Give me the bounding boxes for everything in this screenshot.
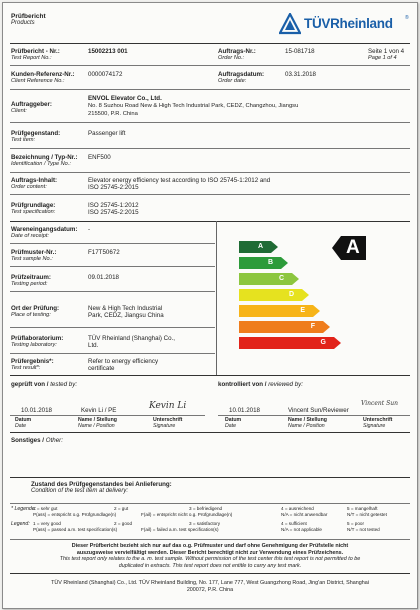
result-value-line2: certificate: [88, 365, 115, 372]
test-report-page: [2, 2, 418, 609]
disclaimer: [10, 543, 410, 569]
logo-registered-mark: ®: [405, 15, 409, 21]
test-item-label-en: Test item:: [11, 137, 36, 143]
client-label-de: Auftraggeber:: [11, 101, 52, 108]
footer-line1: TÜV Rheinland (Shanghai) Co., Ltd. TÜV Rheinland Building, No. 177, Lane 777, West Guangzhong Road, Jing'an District, Shanghai: [51, 580, 369, 586]
place-value-line2: Park, CEDZ, Jiangsu China: [88, 312, 164, 319]
report-no-label-en: Test Report No.:: [11, 55, 52, 61]
col-name-de-right: Name / Stellung: [288, 417, 327, 423]
sample-label-en: Test sample No.:: [11, 256, 53, 262]
order-no-label-en: Order No.:: [218, 55, 245, 61]
legend-block: [11, 506, 409, 538]
col-name-de-left: Name / Stellung: [78, 417, 117, 423]
legend-en-grade-3: 4 = sufficient: [281, 521, 307, 526]
reviewed-date: 10.01.2018: [229, 407, 260, 414]
order-date-label-de: Auftragsdatum:: [218, 71, 265, 78]
legend-de-result-2: N/A = nicht anwendbar: [281, 512, 328, 517]
reviewed-by-de: kontrolliert von /: [218, 381, 267, 388]
tested-by-de: geprüft von /: [11, 381, 49, 388]
disclaimer-de-line2: auszugsweise vervielfältigt werden. Dieser Bericht berechtigt nicht zur Verwendung eines Prüfzeichens.: [76, 549, 344, 556]
report-no-label-de: Prüfbericht - Nr.:: [11, 48, 60, 55]
client-name: ENVOL Elevator Co., Ltd.: [88, 95, 162, 102]
reviewed-by-en: reviewed by:: [268, 381, 303, 388]
result-value-line1: Refer to energy efficiency: [88, 358, 159, 365]
lab-label-en: Testing laboratory:: [11, 342, 57, 348]
report-no-value: 15002213 001: [88, 48, 128, 55]
reviewed-name: Vincent Sun/Reviewer: [288, 407, 349, 414]
receipt-value: -: [88, 226, 91, 233]
period-label-en: Testing period:: [11, 281, 48, 287]
legend-de-result-0: P(ass) = entspricht o.g. Prüfgrundlage(n): [33, 512, 117, 517]
col-sig-en-right: Signature: [363, 423, 386, 429]
legend-en-grade-1: 2 = good: [114, 521, 133, 526]
condition-label-de: Zustand des Prüfgegenstandes bei Anlieferung:: [31, 481, 172, 488]
legend-en-grade-4: 5 = poor: [347, 521, 364, 526]
order-date-label-en: Order date:: [218, 78, 247, 84]
legend-en-result-2: N/A = not applicable: [281, 527, 322, 532]
disclaimer-en-line1: This test report only relates to the a. m. test sample. Without permission of the test center this test report is not permitted to be: [59, 556, 361, 563]
energy-class-e-bar: [239, 305, 320, 317]
order-no-value: 15-081718: [285, 48, 315, 55]
order-content-value-line1: Elevator energy efficiency test according to ISO 25745-1:2012 and: [88, 177, 271, 184]
energy-class-a-bar: [239, 241, 278, 253]
client-ref-label-de: Kunden-Referenz-Nr.:: [11, 71, 75, 78]
reviewed-signature: Vincent Sun: [361, 400, 398, 407]
test-spec-label-en: Test specification:: [11, 209, 56, 215]
energy-class-d-letter: D: [288, 291, 294, 298]
client-address-line1: No. 8 Suzhou Road New & High Tech Industrial Park, CEDZ, Changzhou, Jiangsu: [88, 103, 299, 109]
disclaimer-en-line2: duplicated in extracts. This test report does not entitle to carry any test mark.: [118, 562, 302, 569]
legend-de-grade-2: 3 = befriedigend: [189, 506, 223, 511]
col-date-en-left: Date: [15, 423, 26, 429]
legend-en-result-0: P(ass) = passed a.m. test specification(s): [33, 527, 118, 532]
legend-de-grade-0: 1 = sehr gut: [33, 506, 58, 511]
col-sig-de-right: Unterschrift: [363, 417, 393, 423]
tuv-triangle-icon: [279, 13, 301, 35]
col-sig-de-left: Unterschrift: [153, 417, 183, 423]
legend-en-result-1: F(ail) = failed a.m. test specification(s): [141, 527, 219, 532]
order-date-value: 03.31.2018: [285, 71, 316, 78]
legend-en-grade-0: 1 = very good: [33, 521, 61, 526]
receipt-label-en: Date of receipt:: [11, 233, 49, 239]
col-name-en-left: Name / Position: [78, 423, 115, 429]
lab-label-de: Prüflaboratorium:: [11, 335, 64, 342]
legend-de-grade-3: 4 = ausreichend: [281, 506, 314, 511]
doc-type-de: Prüfbericht: [11, 13, 46, 20]
result-label-de: Prüfergebnis*:: [11, 358, 54, 365]
energy-class-g-letter: G: [320, 339, 326, 346]
tuv-logo: [279, 11, 411, 37]
energy-class-b-bar: [239, 257, 288, 269]
lab-value-line1: TÜV Rheinland (Shanghai) Co.,: [88, 335, 176, 342]
other-label: [11, 437, 63, 444]
energy-class-b-letter: B: [267, 259, 273, 266]
place-label-de: Ort der Prüfung:: [11, 305, 60, 312]
energy-class-a-letter: A: [257, 243, 263, 250]
page-number-en: Page 1 of 4: [368, 55, 397, 61]
logo-text: TÜVRheinland: [304, 16, 393, 31]
order-no-label-de: Auftrags-Nr.:: [218, 48, 256, 55]
rating-letter: A: [346, 237, 360, 258]
page-number-de: Seite 1 von 4: [368, 48, 405, 55]
legend-de-result-1: F(ail) = entspricht nicht o.g. Prüfgrundlage(n): [141, 512, 233, 517]
tested-date: 10.01.2018: [21, 407, 52, 414]
legend-de-grade-4: 5 = mangelhaft: [347, 506, 378, 511]
designation-value: ENF500: [88, 154, 111, 161]
result-label-en: Test result*:: [11, 365, 41, 371]
legend-en-grade-2: 3 = satisfactory: [189, 521, 221, 526]
energy-class-c-letter: C: [278, 275, 284, 282]
other-label-de: Sonstiges /: [11, 437, 45, 444]
receipt-label-de: Wareneingangsdatum:: [11, 226, 78, 233]
test-spec-value-line2: ISO 25745-2:2015: [88, 209, 139, 216]
doc-type-en: Products: [11, 20, 35, 26]
energy-class-c-bar: [239, 273, 299, 285]
energy-class-f-bar: [239, 321, 330, 333]
col-date-en-right: Date: [225, 423, 236, 429]
tested-signature: Kevin Li: [149, 401, 187, 411]
lab-value-line2: Ltd.: [88, 342, 99, 349]
test-item-label-de: Prüfgegenstand:: [11, 130, 61, 137]
reviewed-by-label: [218, 381, 303, 388]
client-ref-value: 0000074172: [88, 71, 123, 78]
place-value-line1: New & High Tech Industrial: [88, 305, 163, 312]
period-label-de: Prüfzeitraum:: [11, 274, 51, 281]
legend-de-grade-1: 2 = gut: [114, 506, 129, 511]
client-ref-label-en: Client Reference No.:: [11, 78, 65, 84]
order-content-label-de: Auftrags-Inhalt:: [11, 177, 58, 184]
test-spec-value-line1: ISO 25745-1:2012: [88, 202, 139, 209]
client-address-line2: 215500, P.R. China: [88, 111, 138, 117]
period-value: 09.01.2018: [88, 274, 119, 281]
disclaimer-de-line1: Dieser Prüfbericht bezieht sich nur auf das o.g. Prüfmuster und darf ohne Genehmigung der Prüfstelle nicht: [71, 543, 349, 549]
client-label-en: Client:: [11, 108, 27, 114]
test-spec-label-de: Prüfgrundlage:: [11, 202, 56, 209]
designation-label-de: Bezeichnung / Typ-Nr.:: [11, 154, 78, 161]
designation-label-en: Identification / Type No.:: [11, 161, 71, 167]
legend-en-result-3: N/T = not tested: [347, 527, 380, 532]
order-content-label-en: Order content:: [11, 184, 47, 190]
col-sig-en-left: Signature: [153, 423, 176, 429]
tested-name: Kevin Li / PE: [81, 407, 117, 414]
legend-de-result-3: N/T = nicht getestet: [347, 512, 387, 517]
order-content-value-line2: ISO 25745-2:2015: [88, 184, 139, 191]
energy-class-g-bar: [239, 337, 341, 349]
footer-line2: 200072, P.R. China: [186, 587, 234, 593]
other-label-en: Other:: [45, 437, 63, 444]
place-label-en: Place of testing:: [11, 312, 51, 318]
condition-label-en: Condition of the test item at delivery:: [31, 488, 129, 494]
col-date-de-left: Datum: [15, 417, 32, 423]
energy-class-f-letter: F: [310, 323, 315, 330]
test-item-value: Passenger lift: [88, 130, 126, 137]
sample-value: F17T50672: [88, 249, 120, 256]
energy-class-e-letter: E: [300, 307, 305, 314]
energy-class-d-bar: [239, 289, 309, 301]
legend-label-en: Legend:: [11, 521, 30, 527]
footer: [10, 580, 410, 594]
col-date-de-right: Datum: [225, 417, 242, 423]
tested-by-en: tested by:: [50, 381, 78, 388]
legend-label-de: * Legende:: [11, 506, 37, 512]
sample-label-de: Prüfmuster-Nr.:: [11, 249, 57, 256]
tested-by-label: [11, 381, 77, 388]
col-name-en-right: Name / Position: [288, 423, 325, 429]
